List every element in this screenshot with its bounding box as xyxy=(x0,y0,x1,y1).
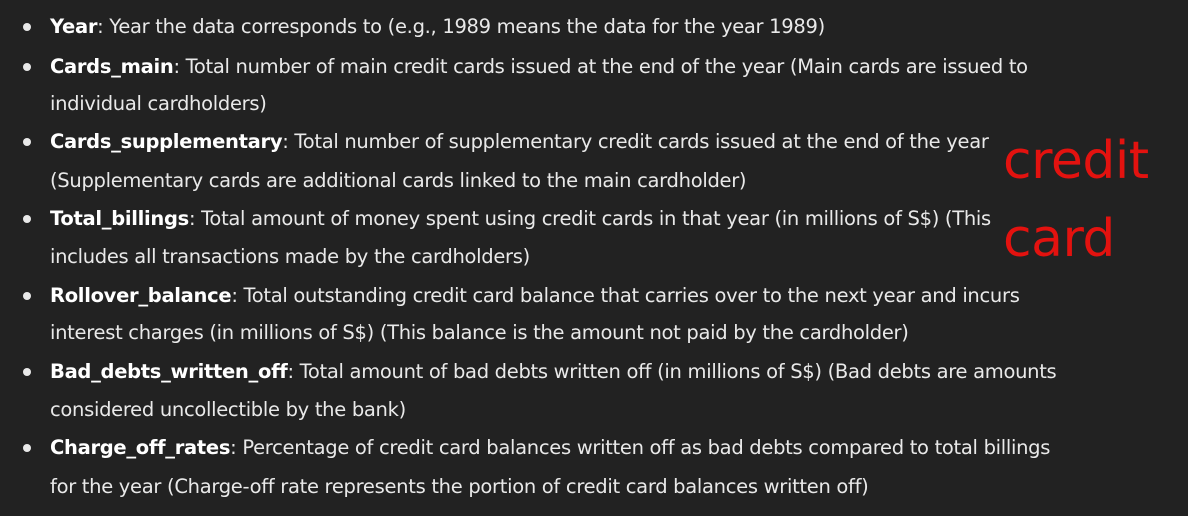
field-term: Bad_debts_written_off xyxy=(50,360,288,383)
bullet-icon xyxy=(23,368,31,376)
field-description-continued: includes all transactions made by the cardholders) xyxy=(50,245,530,268)
field-term: Rollover_balance xyxy=(50,284,232,307)
bullet-icon xyxy=(23,63,31,71)
field-term: Cards_supplementary xyxy=(50,130,283,153)
field-description-continued: individual cardholders) xyxy=(50,92,267,115)
list-item-text xyxy=(50,283,1020,309)
bullet-icon xyxy=(23,138,31,146)
annotation-card: card xyxy=(1003,209,1115,269)
field-description-continued: considered uncollectible by the bank) xyxy=(50,398,406,421)
list-item-text xyxy=(50,359,1056,385)
bullet-icon xyxy=(23,215,31,223)
list-item-text xyxy=(50,14,825,40)
field-description: : Year the data corresponds to (e.g., 1989 means the data for the year 1989) xyxy=(97,15,825,38)
bullet-icon xyxy=(23,292,31,300)
list-item-text xyxy=(50,435,1050,461)
field-description-continued: (Supplementary cards are additional cards linked to the main cardholder) xyxy=(50,169,747,192)
field-description: : Total number of supplementary credit cards issued at the end of the year xyxy=(282,130,989,153)
list-item-text xyxy=(50,129,989,155)
field-description-continued: interest charges (in millions of S$) (This balance is the amount not paid by the cardholder) xyxy=(50,321,909,344)
field-description-continued: for the year (Charge-off rate represents the portion of credit card balances written off) xyxy=(50,475,869,498)
annotation-credit: credit xyxy=(1003,131,1149,191)
field-description: : Percentage of credit card balances written off as bad debts compared to total billings xyxy=(230,436,1051,459)
field-description: : Total amount of money spent using credit cards in that year (in millions of S$) (This xyxy=(188,207,991,230)
field-description: : Total outstanding credit card balance that carries over to the next year and incurs xyxy=(231,284,1020,307)
bullet-icon xyxy=(23,23,31,31)
list-item-text xyxy=(50,54,1028,80)
field-term: Total_billings xyxy=(50,207,189,230)
field-term: Year xyxy=(50,15,98,38)
field-description: : Total number of main credit cards issued at the end of the year (Main cards are issued to xyxy=(173,55,1028,78)
field-term: Cards_main xyxy=(50,55,174,78)
field-description: : Total amount of bad debts written off (in millions of S$) (Bad debts are amounts xyxy=(287,360,1057,383)
list-item-text xyxy=(50,206,991,232)
bullet-icon xyxy=(23,444,31,452)
field-term: Charge_off_rates xyxy=(50,436,231,459)
